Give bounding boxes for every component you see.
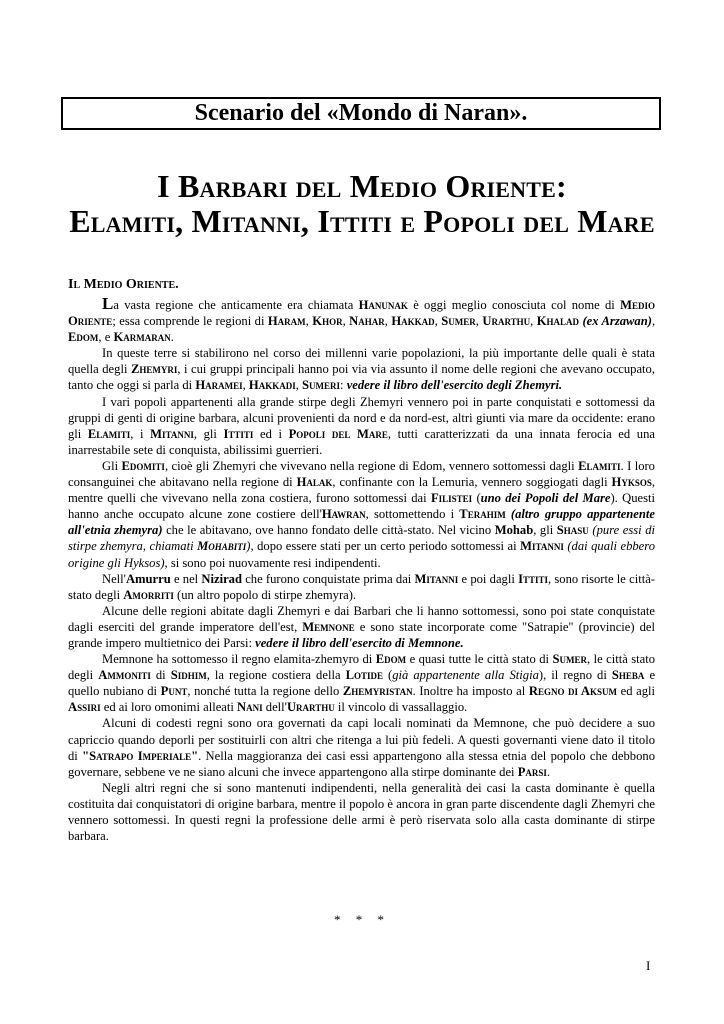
- term-halak: Halak: [296, 475, 333, 490]
- term-sumer: Sumer: [552, 652, 588, 667]
- text-run: I vari popoli appartenenti alla grande stirpe degli Zhemyri vennero poi in parte conquistati e sottomessi da gruppi di genti di origine barbara, alcuni provenienti da nord e da nord-est, altri giunti via mare da occidente: erano gli: [68, 394, 655, 441]
- page-number: I: [646, 958, 651, 973]
- term-khalad: Khalad: [536, 314, 580, 329]
- term-karmaran: Karmaran: [113, 330, 171, 345]
- text-run: e nel: [170, 571, 202, 586]
- term-ammoniti: Ammoniti: [98, 668, 151, 683]
- text-run: dell': [262, 700, 287, 715]
- term-edom: Edom: [375, 652, 407, 667]
- term-regno-di-aksum: Regno di Aksum: [528, 684, 618, 699]
- paragraph-5: [68, 571, 655, 603]
- term-sheba: Sheba: [611, 668, 645, 683]
- text-run: ,: [305, 314, 313, 329]
- term-lotide: Lotide: [345, 668, 383, 683]
- text-run: , gli: [533, 523, 557, 538]
- term-punt: Punt: [160, 684, 188, 699]
- term-mohabiti: Mohabiti: [197, 539, 247, 554]
- text-run: ,: [434, 314, 442, 329]
- term-satrapo-imperiale: "Satrapo Imperiale": [82, 748, 199, 763]
- term-zhemyri: Zhemyri: [130, 362, 178, 377]
- text-run: :: [340, 378, 347, 393]
- term-ittiti: Ittiti: [518, 571, 548, 586]
- text-run: ed i: [253, 426, 289, 441]
- text-run: e quasi tutte le città stato di: [406, 652, 553, 667]
- text-run: di: [150, 668, 171, 683]
- term-urarthu: Urarthu: [482, 314, 531, 329]
- term-sumeri: Sumeri: [302, 378, 341, 393]
- term-edom: Edom: [68, 330, 99, 345]
- term-elamiti: Elamiti: [578, 458, 621, 473]
- term-mitanni: Mitanni: [150, 426, 194, 441]
- term-haram: Haram: [267, 314, 306, 329]
- text-run: . Inoltre ha imposto al: [412, 684, 529, 699]
- text-run: , dopo essere stati per un certo periodo sottomessi ai: [250, 539, 521, 554]
- note-uno-dei-popoli: uno dei Popoli del Mare: [480, 491, 611, 506]
- reference-memnone-book: vedere il libro dell'esercito di Memnone.: [255, 635, 464, 650]
- term-shasu: Shasu: [556, 523, 589, 538]
- text-run: , cioè gli Zhemyri che vivevano nella regione di Edom, vennero sottomessi dagli: [164, 458, 579, 473]
- term-zhemyristan: Zhemyristan: [342, 684, 413, 699]
- paragraph-3: [68, 394, 655, 458]
- text-run: . I loro consanguinei che abitavano nella regione di: [68, 458, 655, 490]
- body-text: [68, 296, 655, 844]
- text-run: Memnone ha sottomesso il regno elamita-zhemyro di: [102, 652, 376, 667]
- text-run: ,: [530, 314, 537, 329]
- text-run: Alcune delle regioni abitate dagli Zhemyri e dai Barbari che li hanno sottomessi, sono poi state conquistate dagli eserciti del grande imperatore dell'est,: [68, 603, 655, 634]
- term-mitanni: Mitanni: [520, 539, 564, 554]
- term-nahar: Nahar: [349, 314, 385, 329]
- text-run: ,: [342, 314, 350, 329]
- paragraph-1: [68, 296, 655, 345]
- text-run: , si sono poi nuovamente resi indipendenti.: [164, 555, 381, 570]
- term-amurru: Amurru: [125, 571, 171, 586]
- term-haramei: Haramei: [195, 378, 243, 393]
- text-run: che furono conquistate prima dai: [241, 571, 415, 586]
- text-run: Gli: [102, 458, 122, 473]
- text-run: che le abitavano, ove hanno fondato delle città-stato. Nel vicino: [162, 523, 495, 538]
- term-mohab: Mohab: [494, 523, 534, 538]
- paragraph-4: [68, 458, 655, 571]
- term-hakkad: Hakkad: [391, 314, 435, 329]
- scenario-title-box: [61, 97, 661, 130]
- text-run: a vasta regione che anticamente era chiamata: [113, 298, 359, 312]
- paragraph-6: [68, 603, 655, 651]
- text-run: .: [546, 764, 551, 779]
- term-parsi: Parsi: [517, 764, 547, 779]
- note-altro-gruppo: (altro gruppo appartenente all'etnia zhemyra): [68, 507, 655, 538]
- text-run: ,: [384, 314, 392, 329]
- text-run: , la regione costiera della: [206, 668, 346, 683]
- term-amorriti: Amorriti: [123, 587, 174, 602]
- term-terahim: Terahim: [459, 507, 506, 522]
- term-popoli-del-mare: Popoli del Mare: [288, 426, 388, 441]
- text-run: ,: [295, 378, 303, 393]
- paragraph-7: [68, 651, 655, 715]
- term-hanunak: Hanunak: [358, 298, 408, 312]
- drop-cap: L: [102, 294, 114, 313]
- text-run: ), il regno di: [538, 668, 612, 683]
- note-gia-stigia: già appartenente alla Stigia: [392, 668, 539, 683]
- term-urarthu: Urarthu: [286, 700, 335, 715]
- text-run: .: [170, 330, 174, 345]
- paragraph-2: [68, 345, 655, 393]
- term-assiri: Assiri: [68, 700, 101, 715]
- main-title-line-1: I Barbari del Medio Oriente:: [157, 168, 567, 204]
- text-run: ,: [651, 314, 656, 329]
- text-run: , nonché tutta la regione dello: [187, 684, 343, 699]
- text-run: In queste terre si stabilirono nel corso dei millenni varie popolazioni, la più importante delle quali è stata quella degli: [68, 346, 655, 377]
- text-run: (: [383, 668, 393, 683]
- main-title-line-2: Elamiti, Mitanni, Ittiti e Popoli del Mare: [69, 203, 655, 239]
- scenario-title: Scenario del «Mondo di Naran».: [194, 100, 528, 126]
- text-run: ): [246, 539, 251, 554]
- section-separator: * * *: [334, 912, 390, 927]
- text-run: , le città stato degli: [68, 652, 656, 683]
- term-sidhim: Sidhim: [170, 668, 207, 683]
- text-run: , sottomettendo i: [365, 507, 460, 522]
- term-medio-oriente: Medio Oriente: [68, 298, 655, 329]
- text-run: e poi dagli: [458, 571, 519, 586]
- term-hakkadi: Hakkadi: [248, 378, 296, 393]
- text-run: , gli: [193, 426, 224, 441]
- note-pure-essi: (pure essi di stirpe zhemyra, chiamati: [68, 523, 655, 554]
- term-edomiti: Edomiti: [121, 458, 165, 473]
- text-run: ,: [242, 378, 249, 393]
- paragraph-8: [68, 715, 655, 779]
- term-filistei: Filistei: [430, 491, 473, 506]
- reference-zhemyri-book: vedere il libro dell'esercito degli Zhemyri.: [346, 378, 563, 393]
- term-nani: Nani: [237, 700, 263, 715]
- text-run: e quello nubiano di: [68, 668, 656, 699]
- text-run: (: [472, 491, 481, 506]
- term-mitanni: Mitanni: [414, 571, 459, 586]
- text-run: Alcuni di codesti regni sono ora governati da capi locali nominati da Memnone, che può decidere a suo capriccio quando deporli per sostituirli con altri che ritenga a lui più fedeli. A questi governanti viene dato il titolo di: [68, 716, 655, 763]
- paragraph-9: [68, 780, 655, 844]
- term-ex-arzawan: (ex Arzawan): [579, 314, 652, 329]
- term-hawran: Hawran: [321, 507, 366, 522]
- text-run: , sono risorte le città-stato degli: [68, 571, 655, 602]
- text-run: , e: [98, 330, 114, 345]
- text-run: . Nella maggioranza dei casi essi appartengono alla stessa etnia del popolo che debbono governare, sebbene ve ne siano alcuni che invece appartengono alla stirpe dominante dei: [68, 748, 655, 779]
- text-run: Negli altri regni che si sono mantenuti indipendenti, nella generalità dei casi la casta dominante è quella costituita dai conquistatori di origine barbara, mentre il popolo è ancora in gran parte discendente dagli Zhemyri che vennero sottomessi. In questi regni la professione delle armi è però riservata solo alla casta dominante di stirpe barbara.: [68, 780, 655, 844]
- term-khor: Khor: [312, 314, 343, 329]
- note-dai-quali: (dai quali ebbero origine gli Hyksos): [68, 539, 655, 570]
- text-run: ,: [475, 314, 483, 329]
- text-run: ed agli: [617, 684, 655, 699]
- text-run: il vincolo di vassallaggio.: [334, 700, 468, 715]
- term-hyksos: Hyksos: [611, 475, 652, 490]
- text-run: ed ai loro omonimi alleati: [100, 700, 238, 715]
- term-elamiti: Elamiti: [87, 426, 131, 441]
- term-memnone: Memnone: [302, 619, 355, 634]
- text-run: , mentre quelli che vivevano nella zona costiera, furono sottomessi dai: [68, 475, 655, 506]
- text-run: e sono state incorporate come "Satrapie" (provincie) del grande impero multietnico dei Parsi:: [68, 619, 655, 650]
- text-run: ; essa comprende le regioni di: [112, 314, 268, 329]
- text-run: , i cui gruppi principali hanno poi via via assunto il nome delle regioni che avevano occupato, tanto che oggi si parla di: [68, 362, 656, 393]
- term-sumer: Sumer: [441, 314, 476, 329]
- text-run: è oggi meglio conosciuta col nome di: [407, 298, 621, 312]
- text-run: , i: [130, 426, 151, 441]
- text-run: ). Questi hanno anche occupato alcune zone costiere dell': [68, 491, 656, 522]
- text-run: (un altro popolo di stirpe zhemyra).: [173, 587, 357, 602]
- text-run: , confinante con la Lemuria, vennero soggiogati dagli: [332, 475, 612, 490]
- section-heading: Il Medio Oriente.: [68, 277, 179, 292]
- term-ittiti: Ittiti: [223, 426, 254, 441]
- term-nizirad: Nizirad: [201, 571, 242, 586]
- text-run: Nell': [102, 571, 126, 586]
- text-run: , tutti caratterizzati da una innata ferocia ed una inarrestabile sete di conquista, abilissimi guerrieri.: [68, 426, 655, 457]
